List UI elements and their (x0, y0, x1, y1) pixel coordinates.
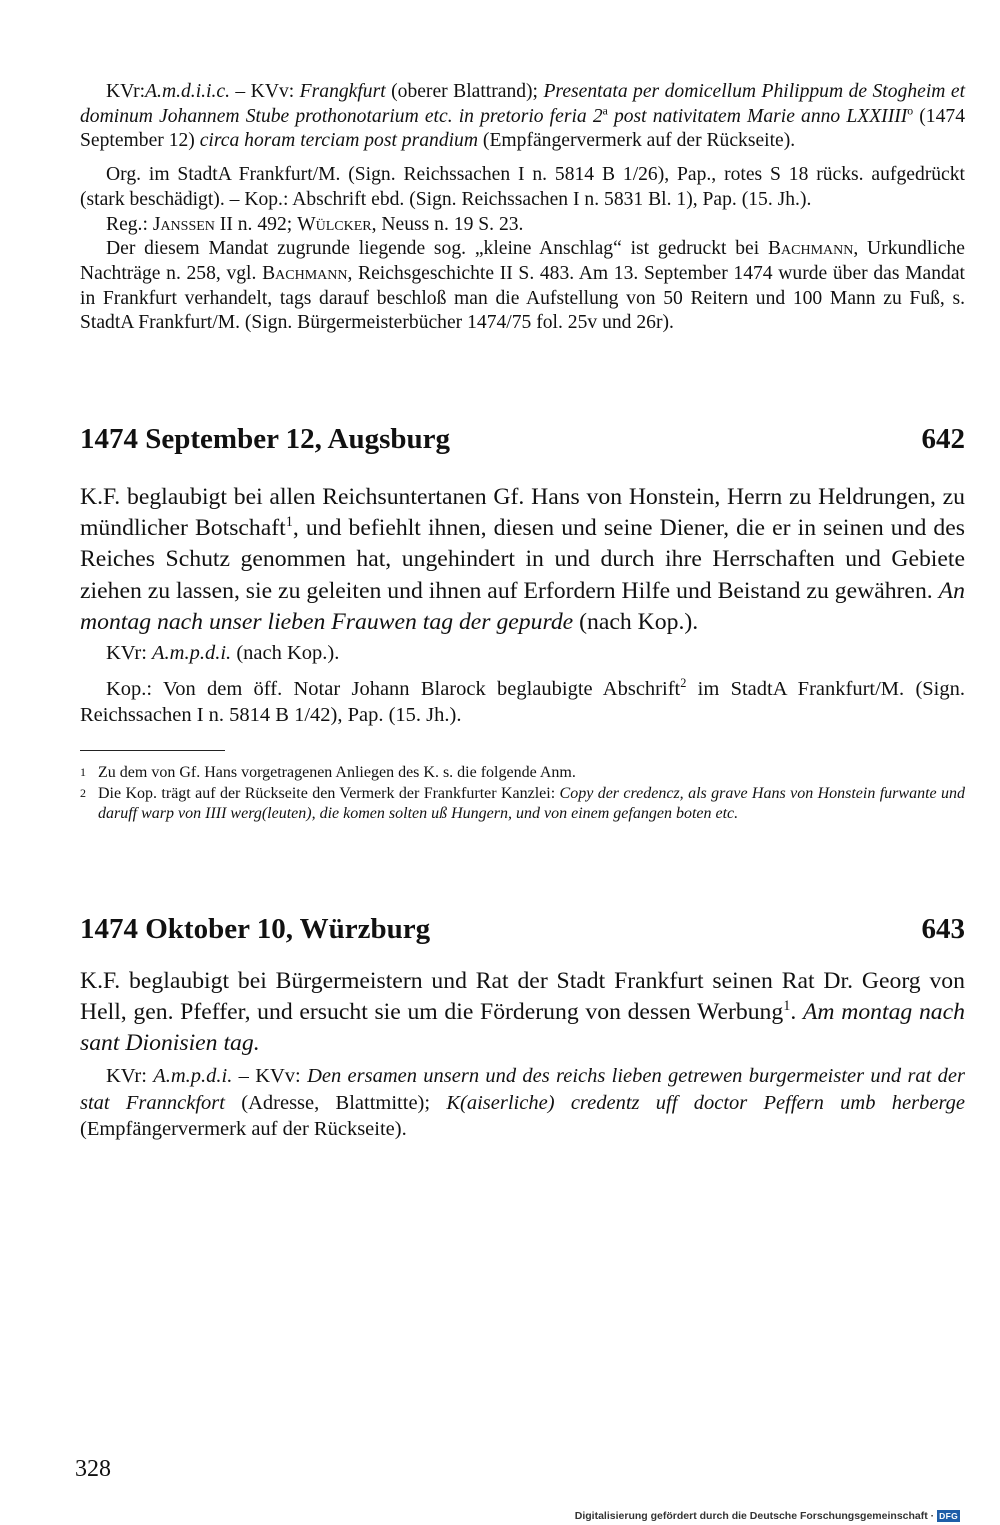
dfg-logo-icon: DFG (939, 1511, 958, 1521)
kv-signature: A.m.p.d.i. (153, 1065, 233, 1088)
kv-label: – KVv: (232, 1065, 308, 1088)
footnote-2 (80, 784, 965, 825)
entry-body (80, 966, 965, 1060)
kv-note: (1474 September 12) (80, 105, 965, 152)
original-paragraph: Org. im StadtA Frankfurt/M. (Sign. Reichssachen I n. 5814 B 1/26), Pap., rotes S 18 rücks. aufgedrückt (stark beschädigt). – Kop.: Abschrift ebd. (Sign. Reichssachen I n. 5831 Bl. 1), Pap. (15. Jh.). (80, 164, 965, 210)
entry-date-place: 1474 Oktober 10, Würzburg (80, 912, 431, 945)
footnote-text-part: Die Kop. trägt auf der Rückseite den Vermerk der Frankfurter Kanzlei: (98, 784, 560, 802)
commentary-text: , Urkundliche Nachträge n. 258, vgl. (80, 238, 965, 284)
footnote-ref: 2 (680, 676, 687, 691)
dating-latin: Am montag nach sant Dionisien tag. (80, 998, 965, 1056)
body-text: (nach Kop.). (573, 608, 699, 635)
digitization-credit (575, 1509, 960, 1523)
page-number: 328 (75, 1456, 111, 1482)
footnote-divider (80, 750, 225, 751)
body-text: K.F. beglaubigt bei Bürgermeistern und Rat der Stadt Frankfurt seinen Rat Dr. Georg von Hell, gen. Pfeffer, und ersucht sie um die Förderung von dessen Werbung (80, 967, 965, 1025)
page-content (80, 80, 965, 1143)
entry-642 (80, 423, 965, 825)
copy-paragraph (80, 676, 965, 728)
regest-text: II n. 492; (214, 213, 298, 235)
entry-643 (80, 913, 965, 1143)
footnote-text (98, 784, 965, 825)
entry-body (80, 482, 965, 638)
entry-notes (80, 640, 965, 728)
kv-latin-text: circa horam terciam post prandium (199, 130, 479, 152)
kv-paragraph (80, 640, 965, 666)
kv-label: KVv: (250, 81, 295, 102)
regest-text: , Neuss n. 19 S. 23. (371, 213, 524, 235)
author-janssen: Janssen (152, 213, 215, 235)
body-text: . (790, 998, 803, 1025)
entry-number: 643 (921, 912, 965, 945)
commentary-text: , Reichsgeschichte II S. 483. Am 13. September 1474 wurde über das Mandat in Frankfurt verhandelt, tags darauf beschloß man die Aufstellung von 50 Reitern und 100 Mann zu Fuß, s. StadtA Frankfurt/M. (Sign. Bürgermeisterbücher 1474/75 fol. 25v und 26r). (80, 262, 965, 334)
kv-dash: – (229, 81, 251, 102)
footnote-text: Zu dem von Gf. Hans vorgetragenen Anliegen des K. s. die folgende Anm. (98, 764, 576, 782)
kv-superscript: o (907, 104, 914, 118)
kv-paragraph (80, 80, 965, 154)
footnote-1 (80, 763, 965, 784)
kv-paragraph (80, 1063, 965, 1143)
regest-label: Reg.: (106, 213, 153, 235)
kv-latin-text: Presentata per domicellum Philippum de Stogheim et dominum Johannem Stube prothonotarium etc. in pretorio feria 2 (80, 81, 966, 127)
kv-superscript: a (602, 104, 608, 118)
regest-text (80, 482, 965, 638)
kv-latin-text: post nativitatem Marie anno LXXIIII (607, 105, 908, 127)
credit-text: Digitalisierung gefördert durch die Deutsche Forschungsgemeinschaft · (574, 1510, 935, 1522)
author-bachmann: Bachmann (767, 238, 854, 260)
footnote-ref: 1 (285, 514, 293, 531)
kv-label: KVr: (106, 642, 153, 665)
footnote-mark: 2 (80, 785, 86, 800)
entry-heading (80, 423, 965, 456)
footnote-mark: 1 (80, 765, 86, 780)
kv-signature: A.m.p.d.i. (152, 642, 232, 665)
regest-text (80, 966, 965, 1060)
kv-note: (oberer Blattrand); (385, 81, 544, 102)
commentary-text: Der diesem Mandat zugrunde liegende sog. „kleine Anschlag“ ist gedruckt bei (106, 238, 768, 260)
dating-latin: An montag nach unser lieben Frauwen tag der gepurde (80, 577, 965, 635)
body-text: K.F. beglaubigt bei allen Reichsuntertanen Gf. Hans von Honstein, Herrn zu Heldrungen, zu mündlicher Botschaft (80, 484, 965, 542)
copy-text: Kop.: Von dem öff. Notar Johann Blarock beglaubigte Abschrift (106, 678, 681, 701)
kv-signature: A.m.d.i.i.c. (145, 81, 230, 102)
kv-place: Frangkfurt (299, 81, 386, 102)
kv-note: (Empfängervermerk auf der Rückseite). (80, 1118, 407, 1141)
kv-note: (nach Kop.). (231, 642, 340, 665)
regest-paragraph (80, 213, 965, 238)
entry-date-place: 1474 September 12, Augsburg (80, 423, 451, 456)
entry-notes (80, 1063, 965, 1143)
footnote-latin: Copy der credencz, als grave Hans von Honstein furwante und daruff warp von IIII werg(leuten), die komen solten uß Hungern, und von einem gefangen boten etc. (98, 784, 966, 823)
entry-number: 642 (921, 423, 965, 456)
body-text: , und befiehlt ihnen, diesen und seine Diener, die er in seinen und des Reiches Schutz genommen hat, ungehindert in und durch ihre Herrschaften und Gebiete ziehen zu lassen, sie zu geleiten und ihnen auf Erfordern Hilfe und Beistand zu gewähren. (80, 515, 965, 604)
kv-label: KVr: (106, 81, 146, 102)
copy-text: im StadtA Frankfurt/M. (Sign. Reichssachen I n. 5814 B 1/42), Pap. (15. Jh.). (80, 678, 965, 727)
author-bachmann: Bachmann (262, 262, 348, 284)
kv-label: KVr: (106, 1065, 154, 1088)
kv-latin-text: Den ersamen unsern und des reichs lieben getrewen burgermeister und rat der stat Frannckfort (80, 1065, 965, 1114)
kv-note: (Empfängervermerk auf der Rückseite). (478, 130, 796, 152)
kv-note: (Adresse, Blattmitte); (224, 1091, 447, 1114)
entry-heading (80, 913, 965, 946)
author-wuelcker: Wülcker (297, 213, 372, 235)
footnote-ref: 1 (783, 997, 791, 1014)
previous-entry-notes (80, 80, 965, 336)
kv-latin-text: K(aiserliche) credentz uff doctor Peffern umb herberge (446, 1091, 966, 1114)
commentary-paragraph (80, 237, 965, 336)
